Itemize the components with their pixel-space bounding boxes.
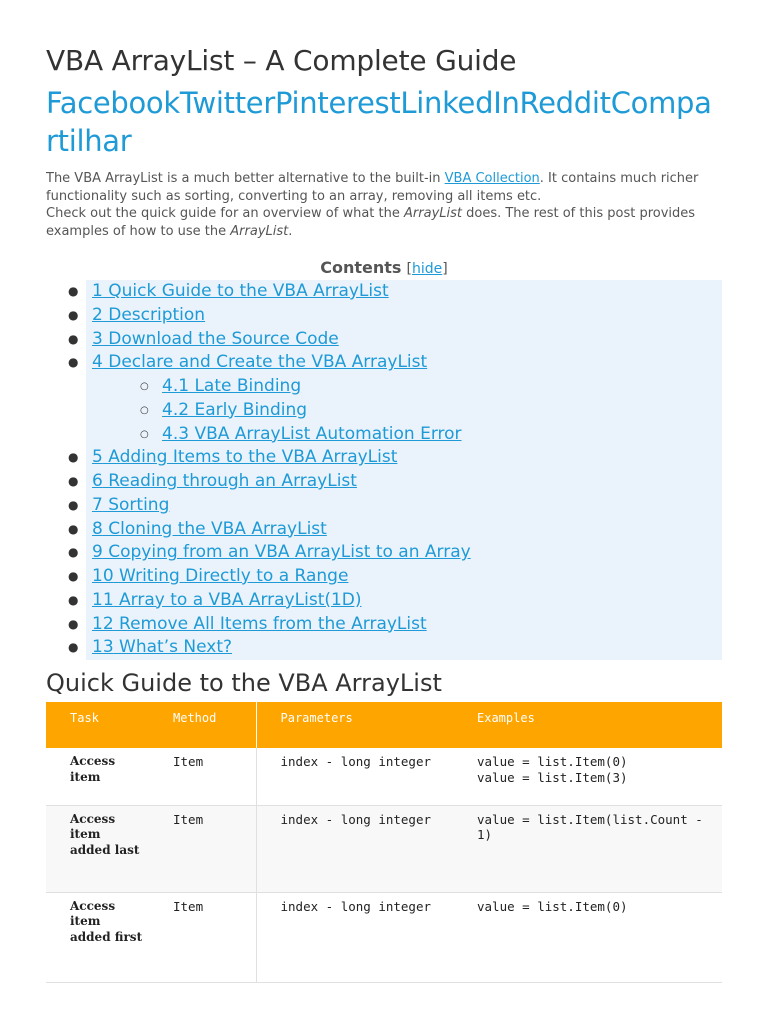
bullet-icon: ● [68,307,79,322]
toc-item-label: Quick Guide to the VBA ArrayList [102,281,389,301]
toc-item-number: 13 [92,637,114,658]
bullet-icon: ● [68,497,79,512]
cell-parameters: index - long integer [256,892,453,982]
toc-link[interactable] [92,518,327,541]
toc-item-label: VBA ArrayList Automation Error [189,423,462,444]
header-method: Method [149,702,256,748]
cell-parameters: index - long integer [256,805,453,892]
toc-item-number: 11 [92,589,114,610]
cell-method: Item [149,892,256,982]
cell-task: Access item [46,748,149,805]
toc-link[interactable] [92,351,427,374]
bullet-icon: ● [68,355,79,370]
toc-link[interactable] [92,613,427,636]
table-row [46,892,722,982]
intro-text [46,170,722,240]
toc-link[interactable] [92,541,471,564]
toc-item-label: What’s Next? [113,637,233,658]
cell-example: value = list.Item(0) value = list.Item(3) [453,748,722,805]
toc-header [46,258,722,277]
circle-bullet-icon: ○ [140,404,149,416]
toc-hide-toggle: [hide] [406,261,448,277]
bullet-icon: ● [68,592,79,607]
toc-item-number: 4 [92,352,103,373]
toc-item-number: 6 [92,471,103,491]
bullet-icon: ● [68,474,79,488]
toc-link[interactable] [92,494,169,517]
toc-item-number: 9 [92,542,103,563]
cell-example: value = list.Item(0) [453,892,722,982]
cell-method: Item [149,805,256,892]
page-title: VBA ArrayList – A Complete Guide [46,44,517,77]
header-task: Task [46,702,149,748]
table-of-contents [46,280,722,660]
toc-item-number: 2 [92,304,103,325]
toc-item-label: Early Binding [189,399,308,420]
toc-item-label: Download the Source Code [102,328,339,349]
bullet-icon: ● [68,284,79,298]
bullet-icon: ● [68,331,79,346]
toc-item-label: Cloning the VBA ArrayList [102,518,327,539]
table-row [46,748,722,805]
toc-item-number: 8 [92,518,103,539]
toc-item-number: 4.2 [162,399,190,420]
toc-item-label: Array to a VBA ArrayList(1D) [113,589,362,610]
toc-title: Contents [320,258,402,277]
toc-link[interactable] [92,565,348,588]
cell-method: Item [149,748,256,805]
header-parameters: Parameters [256,702,453,748]
toc-link[interactable] [92,636,232,659]
share-twitter-link[interactable]: Twitter [179,86,275,120]
toc-item-number: 3 [92,328,103,349]
toc-item-number: 4.1 [162,376,190,396]
bullet-icon: ● [68,545,79,560]
toc-item-number: 7 [92,494,103,515]
share-facebook-link[interactable]: Facebook [46,86,180,120]
bullet-icon: ● [68,450,79,465]
section-title: Quick Guide to the VBA ArrayList [46,669,442,697]
toc-item-label: Adding Items to the VBA ArrayList [102,447,398,468]
share-links [46,84,722,160]
quick-guide-table [46,702,722,983]
toc-link[interactable] [92,304,205,327]
toc-link[interactable] [92,589,362,612]
toc-item-number: 5 [92,447,103,468]
toc-item-number: 12 [92,613,114,634]
cell-parameters: index - long integer [256,748,453,805]
bullet-icon: ● [68,569,79,583]
circle-bullet-icon: ○ [140,381,149,392]
share-pinterest-link[interactable]: Pinterest [274,86,401,120]
bullet-icon: ● [68,521,79,536]
cell-task: Access item added last [46,805,149,892]
toc-link[interactable] [92,280,389,303]
header-examples: Examples [453,702,722,748]
toc-link[interactable] [92,470,357,493]
toc-link[interactable] [162,423,462,446]
toc-item-label: Writing Directly to a Range [113,566,349,586]
toc-link[interactable] [92,446,397,469]
intro-paragraph-2: Check out the quick guide for an overview of what the ArrayList does. The rest of this post provides examples of how to use the ArrayList. [46,206,696,239]
intro-paragraph-1: The VBA ArrayList is a much better alternative to the built-in VBA Collection. It contains much richer functionality such as sorting, converting to an array, removing all items etc. [46,171,699,204]
toc-item-label: Sorting [102,494,170,515]
circle-bullet-icon: ○ [140,428,149,440]
toc-item-label: Remove All Items from the ArrayList [113,613,427,634]
toc-item-label: Copying from an VBA ArrayList to an Array [102,542,471,563]
toc-link[interactable] [162,375,301,398]
toc-item-number: 10 [92,566,114,586]
cell-task: Access item added first [46,892,149,982]
share-reddit-link[interactable]: Reddit [519,86,611,120]
cell-example: value = list.Item(list.Count - 1) [453,805,722,892]
toc-item-label: Late Binding [189,376,302,396]
toc-item-label: Declare and Create the VBA ArrayList [102,352,428,373]
vba-collection-link[interactable]: VBA Collection [444,171,540,186]
table-header-row [46,702,722,748]
toc-item-label: Reading through an ArrayList [102,471,357,491]
bullet-icon: ● [68,640,79,655]
toc-link[interactable] [162,399,307,422]
toc-link[interactable] [92,328,339,351]
toc-item-number: 4.3 [162,423,190,444]
toc-item-number: 1 [92,281,103,301]
toc-item-label: Description [102,304,206,325]
bullet-icon: ● [68,616,79,631]
share-linkedin-link[interactable]: LinkedIn [400,86,520,120]
toc-hide-link[interactable]: hide [412,261,443,277]
table-row [46,805,722,892]
share-compartilhar-link[interactable]: Compartilhar [46,86,712,158]
